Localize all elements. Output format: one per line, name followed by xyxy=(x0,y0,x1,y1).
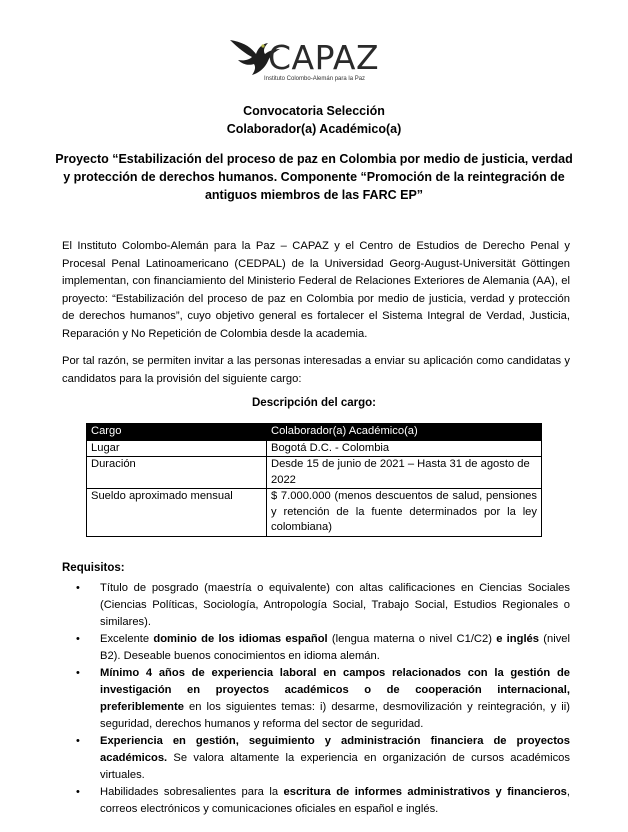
requirements-list xyxy=(62,580,570,818)
capaz-logo xyxy=(228,34,388,88)
table-cell-label: Duración xyxy=(87,457,267,489)
description-title: Descripción del cargo: xyxy=(252,397,376,409)
requirement-text: Excelente xyxy=(100,633,154,645)
project-title: Proyecto “Estabilización del proceso de paz en Colombia por medio de justicia, verdad y protección de derechos humanos. Componente “Promoción de la reintegración de antiguos miembros de las FARC EP” xyxy=(55,152,573,202)
requirement-text: en los siguientes temas: i) desarme, desmovilización y reintegración, y ii) seguridad, derechos humanos y reforma del sector de seguridad. xyxy=(100,701,570,730)
table-row xyxy=(87,440,542,457)
table-header-row xyxy=(87,424,542,441)
requirement-item xyxy=(62,733,570,784)
requirement-item xyxy=(62,580,570,631)
position-table xyxy=(86,423,542,537)
requirement-text: Título de posgrado (maestría o equivalente) con altas calificaciones en Ciencias Sociales (Ciencias Políticas, Sociología, Antropología Social, Trabajo Social, Estudios Regionales o similares). xyxy=(100,582,570,628)
requirements-title: Requisitos: xyxy=(62,562,125,574)
requirement-text: (lengua materna o nivel C1/C2) xyxy=(327,633,497,645)
table-header-cell: Cargo xyxy=(87,424,267,441)
table-header-cell: Colaborador(a) Académico(a) xyxy=(267,424,542,441)
position-title: Colaborador(a) Académico(a) xyxy=(226,122,402,136)
requirement-text-bold: Experiencia en gestión, seguimiento y administración financiera de proyectos académicos. xyxy=(100,735,570,764)
bullet-icon: • xyxy=(76,633,80,645)
requirement-text-bold: Mínimo 4 años de experiencia laboral en campos relacionados con la gestión de investigación en proyectos académicos o de cooperación internacional, preferiblemente xyxy=(100,667,570,713)
table-row xyxy=(87,457,542,489)
logo-wordmark: CAPAZ xyxy=(268,38,380,77)
bullet-icon: • xyxy=(76,582,80,594)
requirement-text-bold: escritura de informes administrativos y financieros xyxy=(283,786,567,798)
bullet-icon: • xyxy=(76,786,80,798)
requirement-item xyxy=(62,784,570,818)
table-cell-value: Bogotá D.C. - Colombia xyxy=(267,440,542,457)
table-cell-value: Desde 15 de junio de 2021 – Hasta 31 de agosto de 2022 xyxy=(267,457,542,489)
table-row xyxy=(87,489,542,537)
bullet-icon: • xyxy=(76,667,80,679)
requirement-item xyxy=(62,631,570,665)
table-cell-label: Lugar xyxy=(87,440,267,457)
requirement-text: (nivel B2). Deseable buenos conocimientos en idioma alemán. xyxy=(100,633,571,662)
invite-paragraph: Por tal razón, se permiten invitar a las personas interesadas a enviar su aplicación como candidatas y candidatos para la provisión del siguiente cargo: xyxy=(62,355,570,385)
requirement-text-bold: e inglés xyxy=(496,633,540,645)
table-cell-value: $ 7.000.000 (menos descuentos de salud, pensiones y retención de la fuente determinados por la ley colombiana) xyxy=(267,489,542,537)
requirement-text: Se valora altamente la experiencia en organización de cursos académicos virtuales. xyxy=(100,752,570,781)
requirement-text: , correos electrónicos y comunicaciones oficiales en español e inglés. xyxy=(100,786,571,815)
intro-paragraph: El Instituto Colombo-Alemán para la Paz – CAPAZ y el Centro de Estudios de Derecho Penal y Procesal Penal Latinoamericano (CEDPAL) de la Universidad Georg-August-Universität Göttingen implementan, con financiamiento del Ministerio Federal de Relaciones Exteriores de Alemania (AA), el proyecto: “Estabilización del proceso de paz en Colombia por medio de justicia, verdad y protección de derechos humanos”, cuyo objetivo general es fortalecer el Sistema Integral de Verdad, Justicia, Reparación y No Repetición de Colombia desde la academia. xyxy=(62,240,570,340)
requirement-item xyxy=(62,665,570,733)
table-cell-label: Sueldo aproximado mensual xyxy=(87,489,267,537)
bullet-icon: • xyxy=(76,735,80,747)
requirement-text-bold: dominio de los idiomas español xyxy=(153,633,328,645)
requirement-text: Habilidades sobresalientes para la xyxy=(100,786,284,798)
call-title: Convocatoria Selección xyxy=(243,104,385,118)
logo-subtitle: Instituto Colombo-Alemán para la Paz xyxy=(264,76,366,82)
